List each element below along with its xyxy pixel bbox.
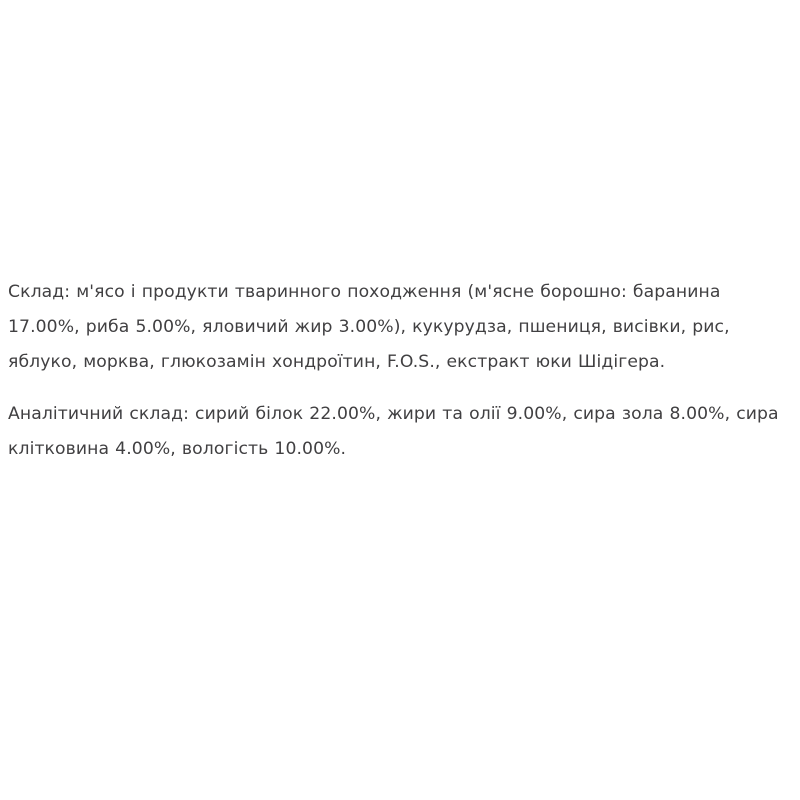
- composition-paragraph: Склад: м'ясо і продукти тваринного походження (м'ясне борошно: баранина 17.00%, риба 5.00%, яловичий жир 3.00%), кукурудза, пшениця, висівки, рис, яблуко, морква, глюкозамін хондроїтин, F.O.S., екстракт юки Шідігера.: [8, 282, 730, 372]
- analytical-composition-paragraph: Аналітичний склад: сирий білок 22.00%, жири та олії 9.00%, сира зола 8.00%, сира клітковина 4.00%, вологість 10.00%.: [8, 404, 779, 459]
- product-info-text-block: [8, 275, 792, 467]
